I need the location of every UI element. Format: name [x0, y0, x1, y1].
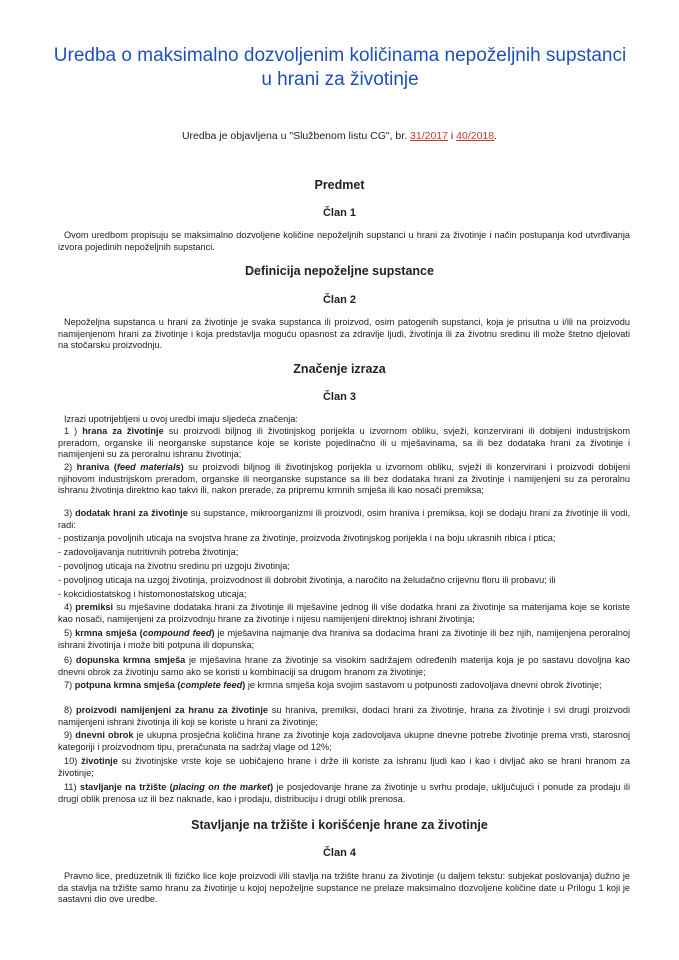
publication-end: . [494, 130, 498, 142]
definition-term: krmna smješa ( [75, 628, 143, 638]
bullet-item: - zadovoljavanja nutritivnih potreba životinja; [58, 547, 239, 557]
definition-term: hrana za životinje [82, 426, 164, 436]
definition-term: hraniva ( [76, 462, 117, 472]
definition-item: 2) hraniva (feed materials) su proizvodi biljnog ili životinjskog porijekla u izvornom obliku, svježi ili konzervirani i proizvodi dobijeni njihovom industrijskom preradom, organske ili neorganske supstance sa ili bez dodataka hrani za životinje i namijenjeni su za peroralnu ishranu životinja direktno kao takvi ili, nakon prerade, za pripremu krmnih smješa ili kao nosači premiksa; [58, 462, 630, 496]
title-line-2: u hrani za životinje [261, 69, 419, 90]
definition-item: 1 ) hrana za životinje su proizvodi biljnog ili životinjskog porijekla u izvornom obliku, svježi, konzervirani ili dobijeni industrijskom preradom, organske ili neorganske supstance koje se koriste pojedinačno ili u mješavinama, sa ili bez dodataka hrani za životinje i namijenjeni su za peroralnu ishranu životinja; [58, 426, 631, 460]
publication-note [0, 130, 679, 142]
definition-term: životinje [81, 756, 118, 766]
title-line-1: Uredba o maksimalno dozvoljenim količinama nepoželjnih supstanci [53, 45, 627, 66]
section-heading-definicija: Definicija nepoželjne supstance [245, 264, 434, 278]
gazette-link-31-2017[interactable]: 31/2017 [410, 130, 448, 142]
document-title [40, 44, 640, 92]
article-heading-2: Član 2 [322, 294, 356, 306]
definition-term: potpuna krmna smješa ( [74, 680, 181, 690]
bullet-item: - povoljnog uticaja na uzgoj životinja, proizvodnost ili dobrobit životinja, a naročito na želudačno crijevnu floru ili probavu; ili [58, 575, 556, 585]
article-heading-3: Član 3 [322, 391, 356, 403]
article-heading-4: Član 4 [322, 847, 356, 859]
article-heading-1: Član 1 [322, 207, 356, 219]
definition-term-en: feed materials [116, 462, 181, 472]
definition-term: dodatak hrani za životinje [75, 508, 188, 518]
publication-prefix: Uredba je objavljena u "Službenom listu CG", br. [181, 130, 411, 142]
definition-item: 9) dnevni obrok je ukupna prosječna količina hrane za životinje koja zadovoljava ukupne dnevne potrebe životinje prema vrsti, starosnoj kategoriji i proizvodnom tipu, preračunata na sadržaj vlage od 12%; [58, 730, 630, 752]
bullet-item: - kokcidiostatskog i histomonostatskog uticaja; [58, 589, 247, 599]
definition-item: 4) premiksi su mješavine dodataka hrani za životinje ili mješavine jednog ili više dodatka hrani za životinje sa materijama koje se koriste kao nosači, namijenjeni za proizvodnju hrane za životinje i nijesu namijenjeni direktnoj ishrani životinja; [58, 602, 630, 624]
definition-term: premiksi [75, 602, 114, 612]
definition-item: 8) proizvodi namijenjeni za hranu za životinje su hraniva, premiksi, dodaci hrani za životinje, hrana za životinje i svi drugi proizvodi namijenjeni ishrani životinja ili koji se koriste u hrani za životinje; [58, 705, 630, 727]
definition-term: dnevni obrok [75, 730, 134, 740]
definition-term-en: placing on the market [172, 782, 271, 792]
section-heading-znacenje: Značenje izraza [293, 362, 386, 376]
bullet-item: - povoljnog uticaja na životnu sredinu pri uzgoju životinja; [58, 561, 290, 571]
definition-term-en: compound feed [142, 628, 212, 638]
definition-term-en: complete feed [180, 680, 243, 690]
article-3-intro: Izrazi upotrijebljeni u ovoj uredbi imaju sljedeća značenja: [64, 414, 298, 424]
publication-and: i [447, 130, 457, 142]
article-2-text: Nepoželjna supstanca u hrani za životinje je svaka supstanca ili proizvod, osim patogenih supstanci, koja je prisutna u i/ili na proizvodu namijenjenom hrani za životinje i koja predstavlja moguću opasnost za zdravlje ljudi, životinja ili za životnu sredinu ili može štetno djelovati na stočarsku proizvodnju. [58, 317, 630, 351]
gazette-link-40-2018[interactable]: 40/2018 [456, 130, 495, 142]
definition-item: 5) krmna smješa (compound feed) je mješavina najmanje dva hraniva sa dodacima hrani za životinje ili bez njih, namijenjena peroralnoj ishrani životinja i može biti potpuna ili dopunska; [58, 628, 631, 650]
section-heading-predmet: Predmet [314, 178, 365, 192]
article-1-text: Ovom uredbom propisuju se maksimalno dozvoljene količine nepoželjnih supstanci u hrani za životinje i način postupanja kod utvrđivanja izvora pojedinih nepoželjnih supstanci. [58, 230, 630, 252]
article-4-text: Pravno lice, preduzetnik ili fizičko lice koje proizvodi i/ili stavlja na tržište hranu za životinje (u daljem tekstu: subjekat poslovanja) dužno je da stavlja na tržište samo hranu za životinje u kojoj nepoželjne supstance ne prelaze maksimalno dozvoljene količine date u Prilogu 1 koji je sastavni dio ove uredbe. [58, 871, 630, 905]
bullet-item: - postizanja povoljnih uticaja na svojstva hrane za životinje, proizvoda životinjskog porijekla i na boju ukrasnih ribica i ptica; [58, 533, 556, 543]
definition-term: stavljanje na tržište ( [79, 782, 173, 792]
definition-item: 3) dodatak hrani za životinje su supstance, mikroorganizmi ili proizvodi, osim hraniva i premiksa, koji se dodaju hrani za životinje ili vodi, radi: [58, 508, 631, 530]
definition-item: 6) dopunska krmna smješa je mješavina hrane za životinje sa visokim sadržajem određenih materija koja je po sastavu dovoljna kao dnevni obrok za životinju samo ako se koristi u kombinaciji sa drugom hranom za životinje; [58, 655, 630, 677]
section-heading-stavljanje: Stavljanje na tržište i korišćenje hrane za životinje [191, 818, 488, 832]
definition-item: 10) životinje su životinjske vrste koje se uobičajeno hrane i drže ili koriste za ishranu ljudi kao i kao i divljač ako se hrani hranom za životinje; [58, 756, 630, 778]
definition-term: proizvodi namijenjeni za hranu za životinje [75, 705, 268, 715]
definition-item: 11) stavljanje na tržište (placing on the market) je posjedovanje hrane za životinje u svrhu prodaje, uključujući i ponude za prodaju ili drugi oblik prenosa uz ili bez naknade, kao i prodaju, distribuciju i drugi oblik prenosa. [58, 782, 630, 804]
definition-term: dopunska krmna smješa [75, 655, 186, 665]
definition-item: 7) potpuna krmna smješa (complete feed) je krmna smješa koja svojim sastavom u potpunosti zadovoljava dnevni obrok životinje; [64, 680, 602, 690]
